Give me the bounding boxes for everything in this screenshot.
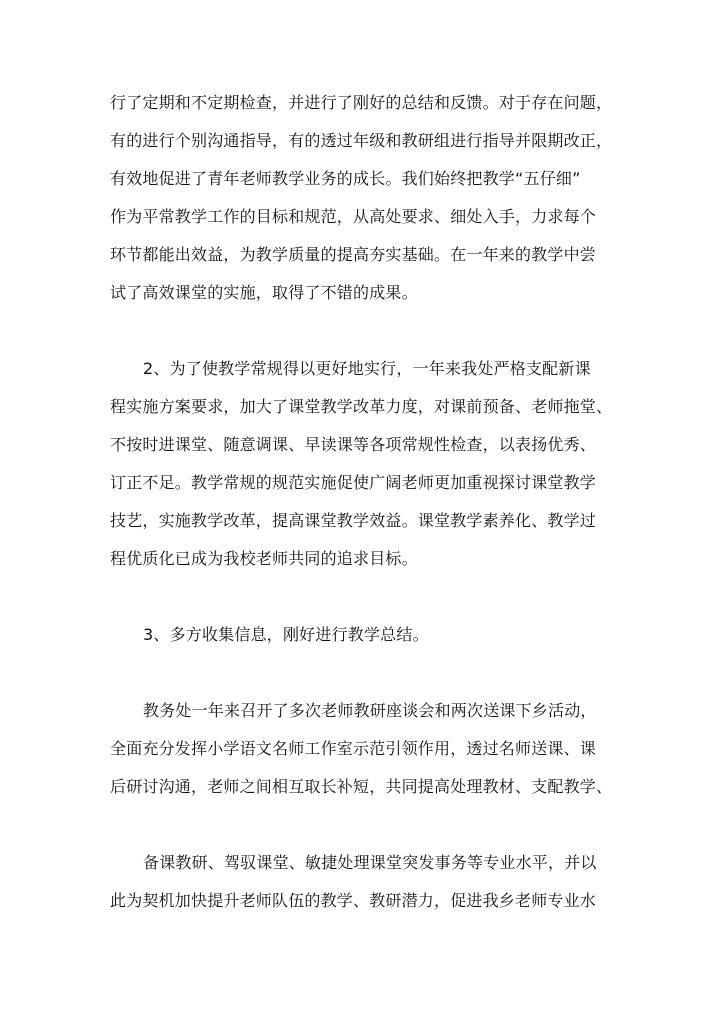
text-line: 不按时进课堂、随意调课、早读课等各项常规性检查，以表扬优秀、 <box>110 435 597 454</box>
text-line: 全面充分发挥小学语文名师工作室示范引领作用，透过名师送课、课 <box>110 739 597 758</box>
text-line: 程实施方案要求，加大了课堂教学改革力度，对课前预备、老师拖堂、 <box>110 397 613 416</box>
text-line: 后研讨沟通，老师之间相互取长补短，共同提高处理教材、支配教学、 <box>110 777 613 796</box>
text-line: 有的进行个别沟通指导，有的透过年级和教研组进行指导并限期改正， <box>110 131 613 150</box>
text-line: 2、为了使教学常规得以更好地实行，一年来我处严格支配新课 <box>143 359 591 378</box>
text-line: 有效地促进了青年老师教学业务的成长。我们始终把教学“五仔细” <box>110 169 581 188</box>
text-line: 3、多方收集信息，刚好进行教学总结。 <box>143 625 429 644</box>
text-line: 订正不足。教学常规的规范实施促使广阔老师更加重视探讨课堂教学 <box>110 473 597 492</box>
text-line: 备课教研、驾驭课堂、敏捷处理课堂突发事务等专业水平，并以 <box>143 853 597 872</box>
text-line: 此为契机加快提升老师队伍的教学、教研潜力，促进我乡老师专业水 <box>110 891 597 910</box>
text-line: 程优质化已成为我校老师共同的追求目标。 <box>110 549 418 568</box>
text-line: 试了高效课堂的实施，取得了不错的成果。 <box>110 283 418 302</box>
text-line: 作为平常教学工作的目标和规范，从高处要求、细处入手，力求每个 <box>110 207 597 226</box>
text-line: 教务处一年来召开了多次老师教研座谈会和两次送课下乡活动， <box>143 701 597 720</box>
text-line: 行了定期和不定期检查，并进行了刚好的总结和反馈。对于存在问题， <box>110 93 613 112</box>
text-line: 环节都能出效益，为教学质量的提高夯实基础。在一年来的教学中尝 <box>110 245 597 264</box>
text-line: 技艺，实施教学改革，提高课堂教学效益。课堂教学素养化、教学过 <box>110 511 597 530</box>
